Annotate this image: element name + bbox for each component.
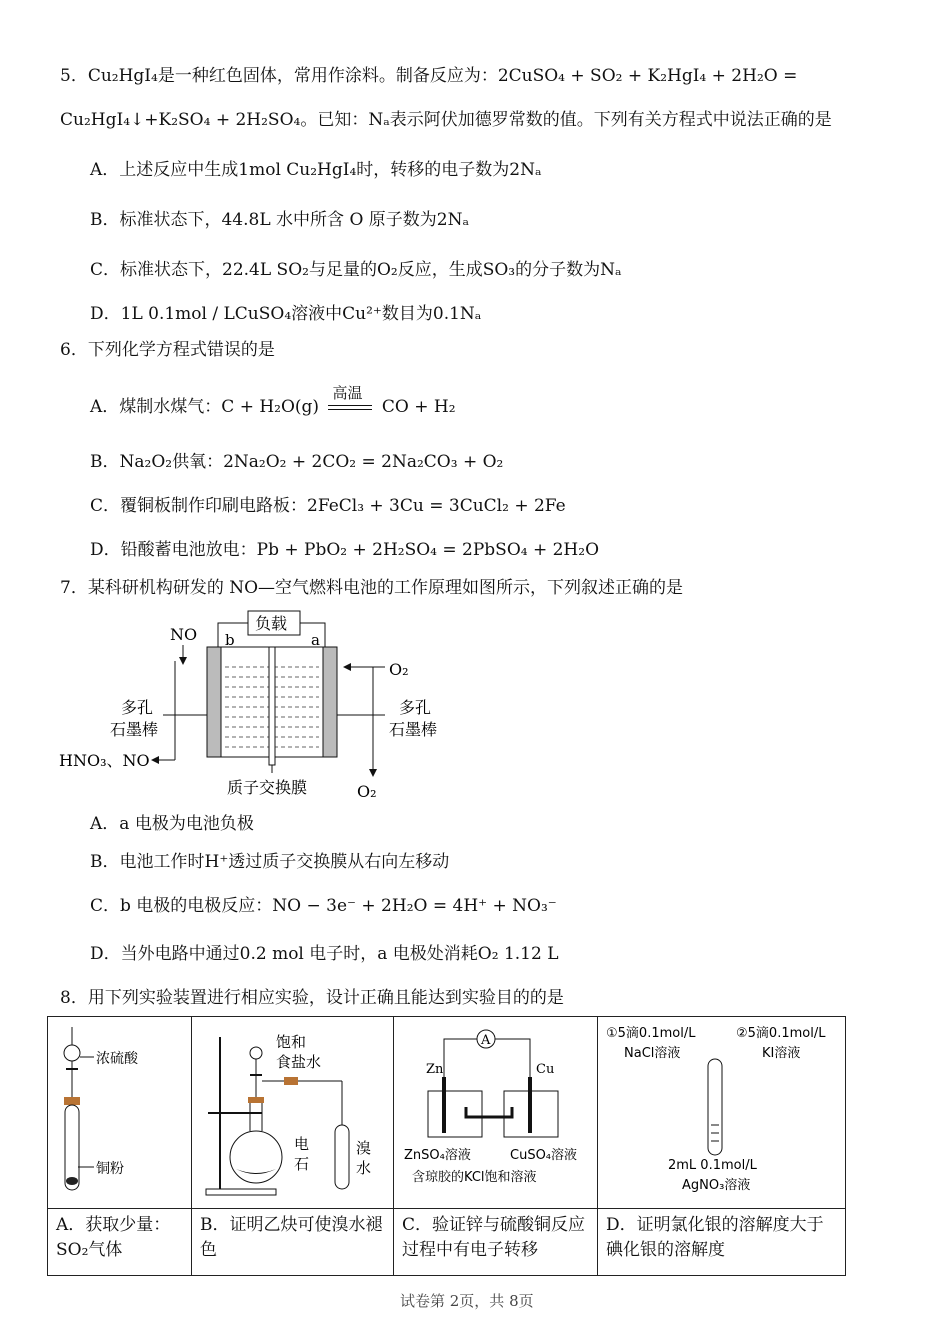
label-nacl-2: NaCl溶液 [624,1046,681,1061]
q5-stem-line1: 5．Cu₂HgI₄是一种红色固体，常用作涂料。制备反应为：2CuSO₄ + SO₂ + K₂HgI₄ + 2H₂O = [60,66,798,86]
label-o2-in: O₂ [389,660,409,679]
proton-membrane [269,647,275,765]
electrode-a [323,647,337,757]
caption-c: C．验证锌与硫酸铜反应过程中有电子转移 [394,1209,598,1276]
right-electrode-label-2: 石墨棒 [389,720,438,739]
apparatus-b [192,1017,394,1209]
caption-d: D．证明氯化银的溶解度大于碘化银的溶解度 [598,1209,846,1276]
q6-option-c: C．覆铜板制作印刷电路板：2FeCl₃ + 3Cu = 3CuCl₂ + 2Fe [90,496,566,516]
label-carbide-2: 石 [294,1155,310,1173]
q5-option-d: D．1L 0.1mol / LCuSO₄溶液中Cu²⁺数目为0.1Nₐ [90,304,482,324]
left-electrode-label-1: 多孔 [121,698,154,717]
apparatus-d [598,1017,846,1209]
q6-stem: 6．下列化学方程式错误的是 [60,340,275,360]
label-ki-2: KI溶液 [762,1046,801,1061]
q7-option-d: D．当外电路中通过0.2 mol 电子时，a 电极处消耗O₂ 1.12 L [90,944,559,964]
q6-a-products: CO + H₂ [381,397,456,417]
q8-stem: 8．用下列实验装置进行相应实验，设计正确且能达到实验目的的是 [60,988,564,1008]
label-bromine-1: 溴 [356,1139,372,1157]
q5-option-a: A．上述反应中生成1mol Cu₂HgI₄时，转移的电子数为2Nₐ [90,160,542,180]
left-electrode-label-2: 石墨棒 [110,720,159,739]
label-brine: 食盐水 [276,1053,322,1071]
ammeter-label: A [481,1033,491,1048]
q7-option-a: A．a 电极为电池负极 [90,814,254,834]
label-salt-bridge: 含琼胶的KCl饱和溶液 [412,1170,537,1185]
caption-a: A．获取少量：SO₂气体 [48,1209,192,1276]
q6-option-b: B．Na₂O₂供氧：2Na₂O₂ + 2CO₂ = 2Na₂CO₃ + O₂ [90,452,504,472]
fuel-cell-diagram [55,605,455,805]
label-cu-powder: 铜粉 [96,1161,124,1177]
label-out-left: HNO₃、NO [59,751,150,770]
apparatus-a [48,1017,192,1209]
right-electrode-label-1: 多孔 [399,698,432,717]
electrode-b [207,647,221,757]
q6-a-condition: 高温 [332,384,363,402]
q5-option-c: C．标准状态下，22.4L SO₂与足量的O₂反应，生成SO₃的分子数为Nₐ [90,260,622,280]
load-label: 负载 [255,614,288,633]
apparatus-c [394,1017,598,1209]
q7-stem: 7．某科研机构研发的 NO—空气燃料电池的工作原理如图所示，下列叙述正确的是 [60,578,684,598]
q6-option-d: D．铅酸蓄电池放电：Pb + PbO₂ + 2H₂SO₄ = 2PbSO₄ + 2H₂O [90,540,600,560]
label-saturated: 饱和 [276,1033,307,1051]
caption-b: B．证明乙炔可使溴水褪色 [192,1209,394,1276]
label-agno3-2: AgNO₃溶液 [682,1178,751,1193]
page-footer: 试卷第 2页，共 8页 [400,1292,534,1310]
label-carbide-1: 电 [294,1135,310,1153]
label-znso4: ZnSO₄溶液 [404,1148,471,1163]
label-a: a [311,631,320,649]
label-o2-out: O₂ [357,782,377,801]
label-agno3-1: 2mL 0.1mol/L [668,1158,757,1173]
membrane-label: 质子交换膜 [227,778,308,797]
label-cuso4: CuSO₄溶液 [510,1148,578,1163]
label-conc-h2so4: 浓硫酸 [96,1051,138,1067]
experiment-table [47,1016,846,1276]
q6-a-condition-arrow [328,384,372,419]
label-nacl-1: ①5滴0.1mol/L [606,1026,696,1041]
q7-option-c: C．b 电极的电极反应：NO − 3e⁻ + 2H₂O = 4H⁺ + NO₃⁻ [90,896,557,916]
label-no-in: NO [170,625,198,644]
label-b: b [225,631,235,649]
q5-option-b: B．标准状态下，44.8L 水中所含 O 原子数为2Nₐ [90,210,470,230]
q7-option-b: B．电池工作时H⁺透过质子交换膜从右向左移动 [90,852,450,872]
label-cu: Cu [536,1062,555,1077]
label-ki-1: ②5滴0.1mol/L [736,1026,826,1041]
q6-a-reactants: A．煤制水煤气：C + H₂O(g) [90,397,320,417]
label-zn: Zn [426,1062,444,1077]
label-bromine-2: 水 [356,1159,372,1177]
q5-stem-line2: Cu₂HgI₄↓+K₂SO₄ + 2H₂SO₄。已知：Nₐ表示阿伏加德罗常数的值。下列有关方程式中说法正确的是 [60,110,832,130]
q6-option-a [90,384,456,419]
